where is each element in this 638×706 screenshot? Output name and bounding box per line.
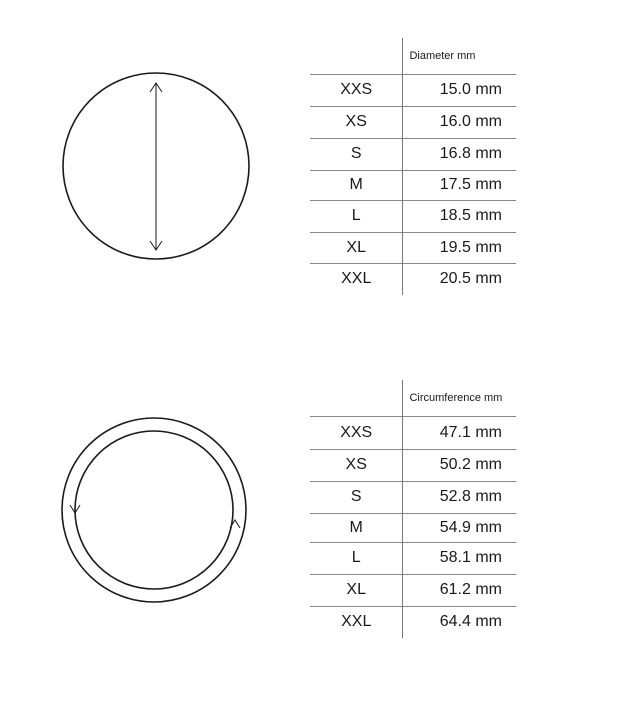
size-label: XL: [310, 232, 403, 263]
table-row: [310, 542, 516, 574]
table-row: [310, 449, 516, 481]
table-row: [310, 200, 516, 232]
size-value: 64.4 mm: [403, 606, 516, 638]
table-row: [310, 106, 516, 138]
size-value: 16.0 mm: [403, 106, 516, 138]
table-row: [310, 513, 516, 542]
table-row: [310, 232, 516, 263]
diameter-diagram: [60, 66, 254, 270]
table-row: [310, 170, 516, 200]
table-row: [310, 416, 516, 449]
diameter-header: Diameter mm: [403, 38, 516, 74]
size-label: XXS: [310, 74, 403, 106]
circumference-header: Circumference mm: [403, 380, 516, 416]
table-row: [310, 138, 516, 170]
size-value: 18.5 mm: [403, 200, 516, 232]
size-label: XS: [310, 106, 403, 138]
circumference-arrow-icon: [70, 505, 240, 528]
circumference-diagram: [60, 410, 250, 612]
size-label: XL: [310, 574, 403, 606]
size-value: 52.8 mm: [403, 481, 516, 513]
size-value: 47.1 mm: [403, 416, 516, 449]
diameter-arrow-icon: [150, 83, 162, 250]
size-value: 17.5 mm: [403, 170, 516, 200]
table-row: [310, 606, 516, 638]
size-label: S: [310, 481, 403, 513]
size-value: 50.2 mm: [403, 449, 516, 481]
size-label: XXS: [310, 416, 403, 449]
size-value: 15.0 mm: [403, 74, 516, 106]
size-value: 19.5 mm: [403, 232, 516, 263]
size-label: M: [310, 513, 403, 542]
table-row: [310, 481, 516, 513]
diameter-table: [310, 38, 516, 295]
size-label: L: [310, 200, 403, 232]
size-label: XXL: [310, 263, 403, 295]
size-value: 20.5 mm: [403, 263, 516, 295]
size-value: 58.1 mm: [403, 542, 516, 574]
table-row: [310, 574, 516, 606]
size-label: XS: [310, 449, 403, 481]
size-label: XXL: [310, 606, 403, 638]
ring-outer-outline: [62, 418, 246, 602]
size-value: 54.9 mm: [403, 513, 516, 542]
table-row: [310, 74, 516, 106]
circumference-table: [310, 380, 516, 638]
table-row: [310, 263, 516, 295]
size-label: M: [310, 170, 403, 200]
size-value: 61.2 mm: [403, 574, 516, 606]
size-value: 16.8 mm: [403, 138, 516, 170]
ring-inner-outline: [75, 431, 233, 589]
size-label: S: [310, 138, 403, 170]
size-label: L: [310, 542, 403, 574]
